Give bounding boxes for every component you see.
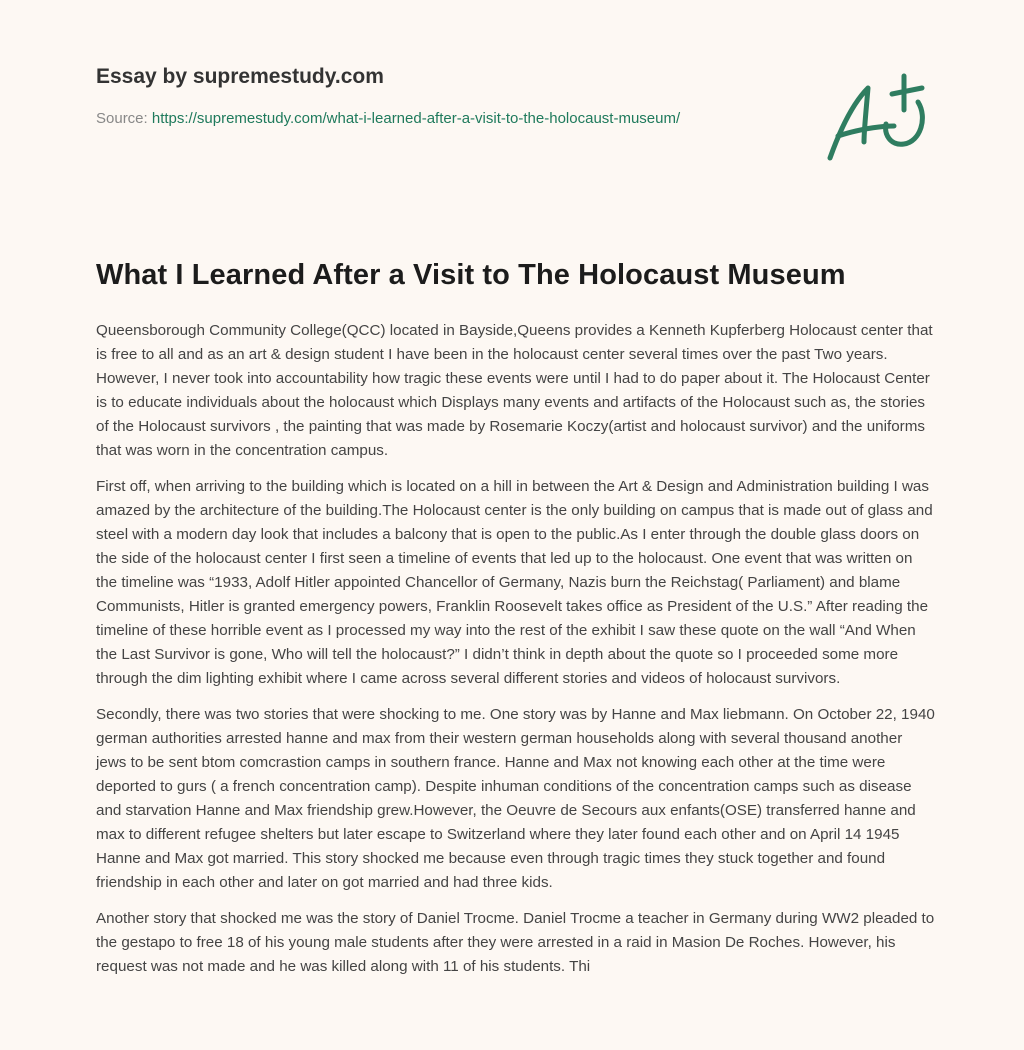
essay-paragraph-2: First off, when arriving to the building which is located on a hill in between the Art & Design and Administration building I was amazed by the architecture of the building.The Holocaust center is the only building on campus that is made out of glass and steel with a modern day look that includes a balcony that is open to the public.As I enter through the double glass doors on the side of the holocaust center I first seen a timeline of events that led up to the holocaust. One event that was written on the timeline was “1933, Adolf Hitler appointed Chancellor of Germany, Nazis burn the Reichstag( Parliament) and blame Communists, Hitler is granted emergency powers, Franklin Roosevelt takes office as President of the U.S.” After reading the timeline of these horrible event as I processed my way into the rest of the exhibit I saw these quote on the wall “And When the Last Survivor is gone, Who will tell the holocaust?” I didn’t think in depth about the quote so I proceeded some more through the dim lighting exhibit where I came across several different stories and videos of holocaust survivors. [96,478,933,687]
page-header [96,62,736,130]
site-title: Essay by supremestudy.com [96,65,384,88]
source-label: Source: [96,110,152,127]
essay-paragraph-1: Queensborough Community College(QCC) located in Bayside,Queens provides a Kenneth Kupferberg Holocaust center that is free to all and as an art & design student I have been in the holocaust center several times over the past Two years. However, I never took into accountability how tragic these events were until I had to do paper about it. The Holocaust Center is to educate individuals about the holocaust which Displays many events and artifacts of the Holocaust such as, the stories of the Holocaust survivors , the painting that was made by Rosemarie Koczy(artist and holocaust survivor) and the uniforms that was worn in the concentration campus. [96,322,933,459]
essay-title: What I Learned After a Visit to The Holocaust Museum [96,259,846,291]
essay-content [96,255,936,991]
essay-paragraph-4: Another story that shocked me was the story of Daniel Trocme. Daniel Trocme a teacher in Germany during WW2 pleaded to the gestapo to free 18 of his young male students after they were arrested in a raid in Masion De Roches. However, his request was not made and he was killed along with 11 of his students. Thi [96,910,935,975]
a-plus-grade-icon [818,68,930,168]
source-link[interactable]: https://supremestudy.com/what-i-learned-after-a-visit-to-the-holocaust-museum/ [151,110,681,127]
source-line [96,107,706,130]
essay-paragraph-3: Secondly, there was two stories that were shocking to me. One story was by Hanne and Max liebmann. On October 22, 1940 german authorities arrested hanne and max from their western german households along with several thousand another jews to be sent btom comcrastion camps in southern france. Hanne and Max not knowing each other at the time were deported to gurs ( a french concentration camp). Despite inhuman conditions of the concentration camps such as disease and starvation Hanne and Max friendship grew.However, the Oeuvre de Secours aux enfants(OSE) transferred hanne and max to different refugee shelters but later escape to Switzerland where they later found each other and on April 14 1945 Hanne and Max got married. This story shocked me because even through tragic times they stuck together and found friendship in each other and later on got married and had three kids. [96,706,935,891]
